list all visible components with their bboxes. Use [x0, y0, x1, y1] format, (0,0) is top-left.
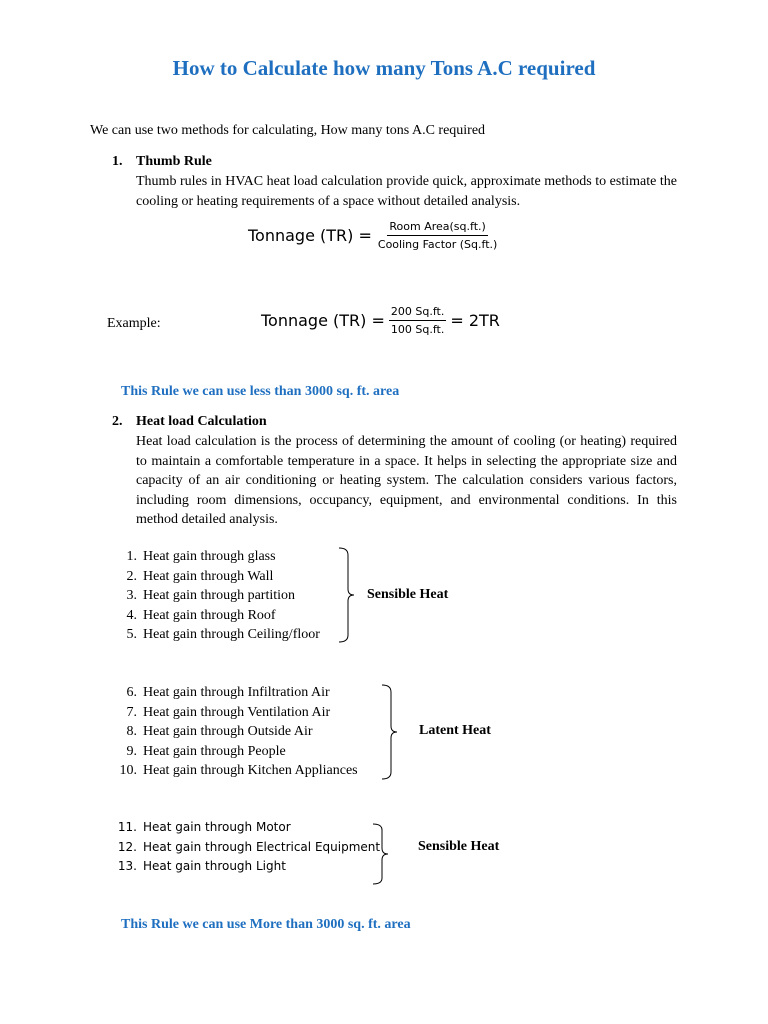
- list-item-number: 3.: [126, 588, 137, 603]
- intro-text: We can use two methods for calculating, How many tons A.C required: [90, 123, 486, 138]
- section-1-note: This Rule we can use less than 3000 sq. ft. area: [121, 384, 400, 399]
- list-item-text: Heat gain through Infiltration Air: [143, 685, 330, 700]
- list-item-number: 7.: [126, 704, 137, 720]
- brace-icon: [338, 547, 358, 643]
- tonnage-formula: [248, 220, 503, 251]
- list-item: [111, 683, 358, 703]
- sensible-heat-label-1: Sensible Heat: [367, 587, 449, 602]
- list-item-text: Heat gain through People: [143, 743, 286, 759]
- list-item: [111, 567, 320, 587]
- example-result: = 2TR: [450, 311, 500, 330]
- list-item: [111, 625, 320, 645]
- sensible-heat-label-2: Sensible Heat: [418, 839, 500, 854]
- list-item-text: Heat gain through Wall: [143, 568, 274, 584]
- list-item-text: Heat gain through Motor: [143, 820, 291, 834]
- list-item-number: 2.: [126, 568, 137, 584]
- list-item-text: Heat gain through Ceiling/floor: [143, 627, 320, 642]
- list-item-number: 8.: [126, 724, 137, 739]
- list-item-number: 11.: [117, 820, 137, 834]
- list-item: [111, 722, 358, 742]
- list-item: [111, 547, 320, 567]
- list-item: [111, 838, 380, 858]
- list-item: [111, 761, 358, 781]
- page-title: How to Calculate how many Tons A.C required: [172, 56, 596, 80]
- section-2-note: This Rule we can use More than 3000 sq. ft. area: [121, 917, 411, 932]
- list-item-number: 1.: [126, 549, 137, 564]
- section-1-paragraph: Thumb rules in HVAC heat load calculation provide quick, approximate methods to estimate the cooling or heating requirements of a space without detailed analysis.: [136, 174, 677, 209]
- list-item-number: 5.: [126, 627, 137, 642]
- list-item: [111, 857, 380, 877]
- list-item: [111, 606, 320, 626]
- brace-icon: [381, 684, 401, 780]
- list-item-number: 6.: [126, 685, 137, 700]
- example-denominator: 100 Sq.ft.: [390, 323, 445, 336]
- list-item-text: Heat gain through Light: [143, 859, 286, 873]
- example-lhs: Tonnage (TR) =: [261, 311, 385, 330]
- example-fraction: [389, 305, 446, 336]
- list-item-number: 10.: [119, 763, 137, 778]
- list-item-text: Heat gain through Outside Air: [143, 724, 313, 739]
- list-item-number: 9.: [126, 743, 137, 759]
- list-item-text: Heat gain through partition: [143, 588, 296, 603]
- formula-lhs: Tonnage (TR) =: [248, 226, 372, 245]
- list-item-text: Heat gain through Electrical Equipment: [143, 839, 381, 854]
- section-2-paragraph: Heat load calculation is the process of determining the amount of cooling (or heating) required to maintain a comfortable temperature in a space. It helps in selecting the appropriate size and capacity of an air conditioning or heating system. The calculation considers various factors, including room dimensions, occupancy, equipment, and environmental conditions. In this method detailed analysis.: [136, 434, 677, 527]
- list-item: [111, 586, 320, 606]
- list-item: [111, 818, 380, 838]
- list-item: [111, 742, 358, 762]
- section-2-heading: Heat load Calculation: [136, 414, 267, 429]
- list-item-text: Heat gain through Ventilation Air: [143, 704, 331, 720]
- example-label: Example:: [107, 316, 161, 331]
- formula-numerator: Room Area(sq.ft.): [387, 220, 487, 236]
- list-item-text: Heat gain through Kitchen Appliances: [143, 763, 358, 778]
- section-1-heading: Thumb Rule: [136, 154, 212, 169]
- brace-icon: [372, 823, 392, 885]
- list-item-number: 13.: [117, 859, 137, 873]
- sensible-heat-list-1: [111, 547, 320, 645]
- list-item: [111, 703, 358, 723]
- latent-heat-label: Latent Heat: [419, 723, 491, 738]
- example-formula: [261, 305, 500, 336]
- list-item-text: Heat gain through Roof: [143, 607, 276, 623]
- section-1-number: 1.: [112, 154, 123, 169]
- list-item-text: Heat gain through glass: [143, 549, 276, 564]
- latent-heat-list: [111, 683, 358, 781]
- list-item-number: 4.: [126, 607, 137, 623]
- formula-fraction: [376, 220, 499, 251]
- formula-denominator: Cooling Factor (Sq.ft.): [377, 238, 498, 251]
- sensible-heat-list-2: [111, 818, 380, 877]
- list-item-number: 12.: [117, 839, 137, 854]
- example-numerator: 200 Sq.ft.: [389, 305, 446, 321]
- section-2-number: 2.: [112, 414, 123, 429]
